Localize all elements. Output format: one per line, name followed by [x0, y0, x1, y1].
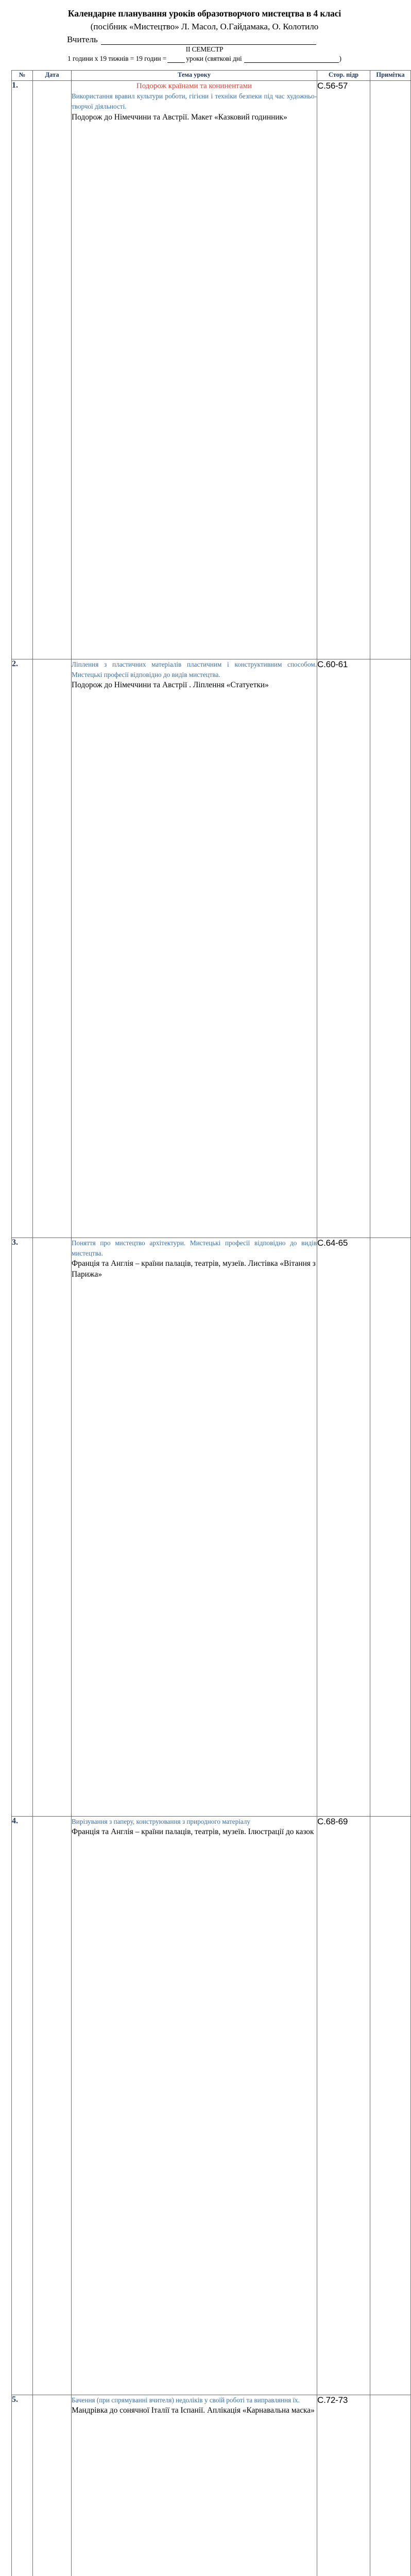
theme-line: [72, 1827, 317, 1837]
cell-theme: [72, 2395, 317, 2576]
page-title: Календарне планування уроків образотворчого мистецтва в 4 класі: [67, 8, 341, 19]
column-header-number: №: [12, 71, 33, 81]
cell-date[interactable]: [33, 659, 72, 1238]
theme-line: [72, 1238, 317, 1259]
column-header-page: Стор. підр: [317, 71, 370, 81]
cell-note[interactable]: [370, 2395, 411, 2576]
theme-line: [72, 91, 317, 112]
cell-date[interactable]: [33, 81, 72, 659]
cell-note[interactable]: [370, 659, 411, 1238]
document-subtitle: (посібник «Мистецтво» Л. Масол, О.Гайдамака, О. Колотило: [90, 21, 319, 31]
teacher-name-blank[interactable]: [101, 36, 316, 45]
hours-summary-row: [11, 55, 398, 63]
theme-text-blue: Вирізування з паперу, конструювання з природного матеріалу: [72, 1818, 251, 1826]
lesson-plan-table: [11, 70, 411, 2576]
theme-text-blue: Використання вравил культури роботи, гігієни і техніки безпеки під час художньо-творчої діяльності.: [72, 92, 317, 111]
theme-line: [72, 112, 317, 123]
theme-text-blue: Бачення (при спрямуванні вчителя) недоліків у своїй роботі та виправляння їх.: [72, 2396, 300, 2404]
cell-number: 4.: [12, 1817, 33, 2395]
teacher-label: Вчитель: [67, 34, 98, 44]
table-row: [12, 2395, 411, 2576]
theme-text-black: Франція та Англія – країни палаців, театрів, музеїв. Листівка «Вітання з Парижа»: [72, 1259, 316, 1279]
cell-note[interactable]: [370, 81, 411, 659]
theme-line: [72, 2395, 317, 2405]
theme-text-black: Франція та Англія – країни палаців, театрів, музеїв. Ілюстрації до казок: [72, 1827, 314, 1837]
semester-label: II СЕМЕСТР: [185, 45, 224, 54]
hours-mid: уроки (святкові дні: [186, 55, 242, 63]
cell-page-reference: С.68-69: [317, 1817, 370, 2395]
theme-text-blue: Поняття про мистецтво архітектури. Мистецькі професії відповідно до видів мистецтва.: [72, 1239, 317, 1258]
cell-note[interactable]: [370, 1817, 411, 2395]
cell-number: 2.: [12, 659, 33, 1238]
cell-theme: [72, 1817, 317, 2395]
column-header-date: Дата: [33, 71, 72, 81]
table-row: [12, 659, 411, 1238]
cell-theme: [72, 1238, 317, 1817]
column-header-note: Примітка: [370, 71, 411, 81]
theme-line: [72, 81, 317, 91]
theme-text-red: Подорож країнами та конинентами: [136, 82, 252, 91]
cell-number: 3.: [12, 1238, 33, 1817]
cell-number: 5.: [12, 2395, 33, 2576]
lesson-plan-table-wrapper: [11, 70, 405, 2576]
column-header-theme: Тема уроку: [72, 71, 317, 81]
theme-text-black: Подорож до Німеччини та Австрії . Ліплення «Статуетки»: [72, 681, 269, 690]
document-heading: [0, 0, 409, 63]
table-row: [12, 81, 411, 659]
cell-number: 1.: [12, 81, 33, 659]
hours-prefix: 1 години х 19 тижнів = 19 годин =: [67, 55, 167, 63]
holidays-blank[interactable]: [244, 56, 339, 63]
theme-line: [72, 2405, 317, 2416]
cell-page-reference: С.64-65: [317, 1238, 370, 1817]
cell-theme: [72, 81, 317, 659]
table-head: [12, 71, 411, 81]
hours-suffix: ): [339, 55, 341, 63]
theme-text-black: Мандрівка до сонячної Італії та Іспанії. Аплікація «Карнавальна маска»: [72, 2406, 315, 2415]
cell-date[interactable]: [33, 2395, 72, 2576]
cell-theme: [72, 659, 317, 1238]
theme-line: [72, 659, 317, 680]
cell-date[interactable]: [33, 1817, 72, 2395]
table-body: [12, 81, 411, 2576]
theme-text-black: Подорож до Німеччини та Австрії. Макет «Казковий годинник»: [72, 112, 287, 122]
theme-line: [72, 1259, 317, 1279]
table-row: [12, 1238, 411, 1817]
cell-date[interactable]: [33, 1238, 72, 1817]
table-row: [12, 1817, 411, 2395]
cell-page-reference: С.56-57: [317, 81, 370, 659]
theme-line: [72, 680, 317, 690]
lessons-count-blank[interactable]: [167, 56, 185, 63]
cell-page-reference: С.60-61: [317, 659, 370, 1238]
teacher-field-row: [11, 35, 398, 45]
cell-note[interactable]: [370, 1238, 411, 1817]
table-header-row: [12, 71, 411, 81]
cell-page-reference: С.72-73: [317, 2395, 370, 2576]
theme-text-blue: Ліплення з пластичних матеріалів пластичним і конструктивним способом. Мистецькі професії відповідно до видів мистецтва.: [72, 660, 317, 679]
theme-line: [72, 1817, 317, 1827]
